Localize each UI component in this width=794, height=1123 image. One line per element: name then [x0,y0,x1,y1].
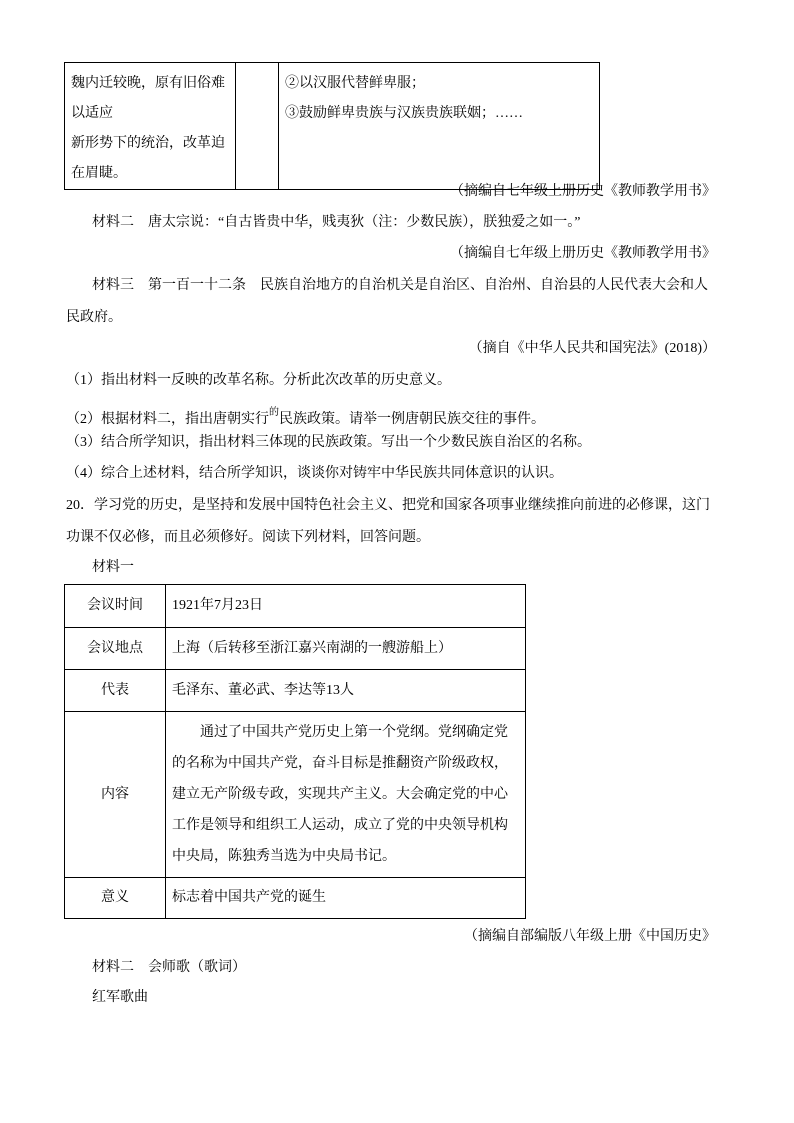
row-label: 内容 [65,712,166,878]
source-citation: （摘编自七年级上册历史《教师教学用书》 [450,246,716,261]
question-4: （4）综合上述材料，结合所学知识，谈谈你对铸牢中华民族共同体意识的认识。 [66,466,563,481]
row-label: 代表 [65,670,166,712]
row-label: 意义 [65,878,166,919]
material-1-label: 材料一 [92,560,134,575]
reform-measures-cell [279,63,600,190]
reform-table [64,62,600,190]
cell-line: 新形势下的统治，改革迫在眉睫。 [71,136,225,181]
q2-sup: 的 [269,407,279,418]
material-3-cont: 民政府。 [66,310,122,325]
content-line: 建立无产阶级专政，实现共产主义。大会确定党的中心 [172,787,508,802]
source-citation: （摘编自七年级上册历史《教师教学用书》 [450,184,716,199]
content-line: 通过了中国共产党历史上第一个党纲。党纲确定党 [172,725,508,740]
row-value: 标志着中国共产党的诞生 [166,878,526,919]
content-line: 工作是领导和组织工人运动，成立了党的中央领导机构 [172,818,508,833]
empty-cell [236,63,279,190]
row-label: 会议地点 [65,628,166,670]
source-citation: （摘编自部编版八年级上册《中国历史》 [464,929,716,944]
question-3: （3）结合所学知识，指出材料三体现的民族政策。写出一个少数民族自治区的名称。 [66,435,591,450]
cell-line: ②以汉服代替鲜卑服； [285,76,425,91]
reform-background-cell [65,63,236,190]
content-line: 中央局，陈独秀当选为中央局书记。 [172,849,396,864]
cell-line: 魏内迁较晚，原有旧俗难以适应 [71,76,225,121]
row-value: 毛泽东、董必武、李达等13人 [166,670,526,712]
q2-text: （2）根据材料二，指出唐朝实行 [66,412,269,427]
row-value: 上海（后转移至浙江嘉兴南湖的一艘游船上） [166,628,526,670]
row-value: 1921年7月23日 [166,585,526,628]
source-citation: （摘自《中华人民共和国宪法》(2018)） [468,341,716,356]
meeting-table [64,584,526,919]
question-1: （1）指出材料一反映的改革名称。分析此次改革的历史意义。 [66,373,451,388]
row-label: 会议时间 [65,585,166,628]
material-2b: 材料二 会师歌（歌词） [92,960,246,975]
question-20: 20．学习党的历史，是坚持和发展中国特色社会主义、把党和国家各项事业继续推向前进的必修课，这门 [66,498,710,513]
question-2 [66,403,545,430]
song-label: 红军歌曲 [92,990,148,1005]
material-3: 材料三 第一百一十二条 民族自治地方的自治机关是自治区、自治州、自治县的人民代表大会和人 [92,278,708,293]
row-value [166,712,526,878]
question-20-cont: 功课不仅必修，而且必须修好。阅读下列材料，回答问题。 [66,530,430,545]
cell-line: ③鼓励鲜卑贵族与汉族贵族联姻；…… [285,106,523,121]
q2-text: 民族政策。请举一例唐朝民族交往的事件。 [279,412,545,427]
content-line: 的名称为中国共产党，奋斗目标是推翻资产阶级政权， [172,756,508,771]
material-2: 材料二 唐太宗说：“自古皆贵中华，贱夷狄（注：少数民族），朕独爱之如一。” [92,215,581,230]
